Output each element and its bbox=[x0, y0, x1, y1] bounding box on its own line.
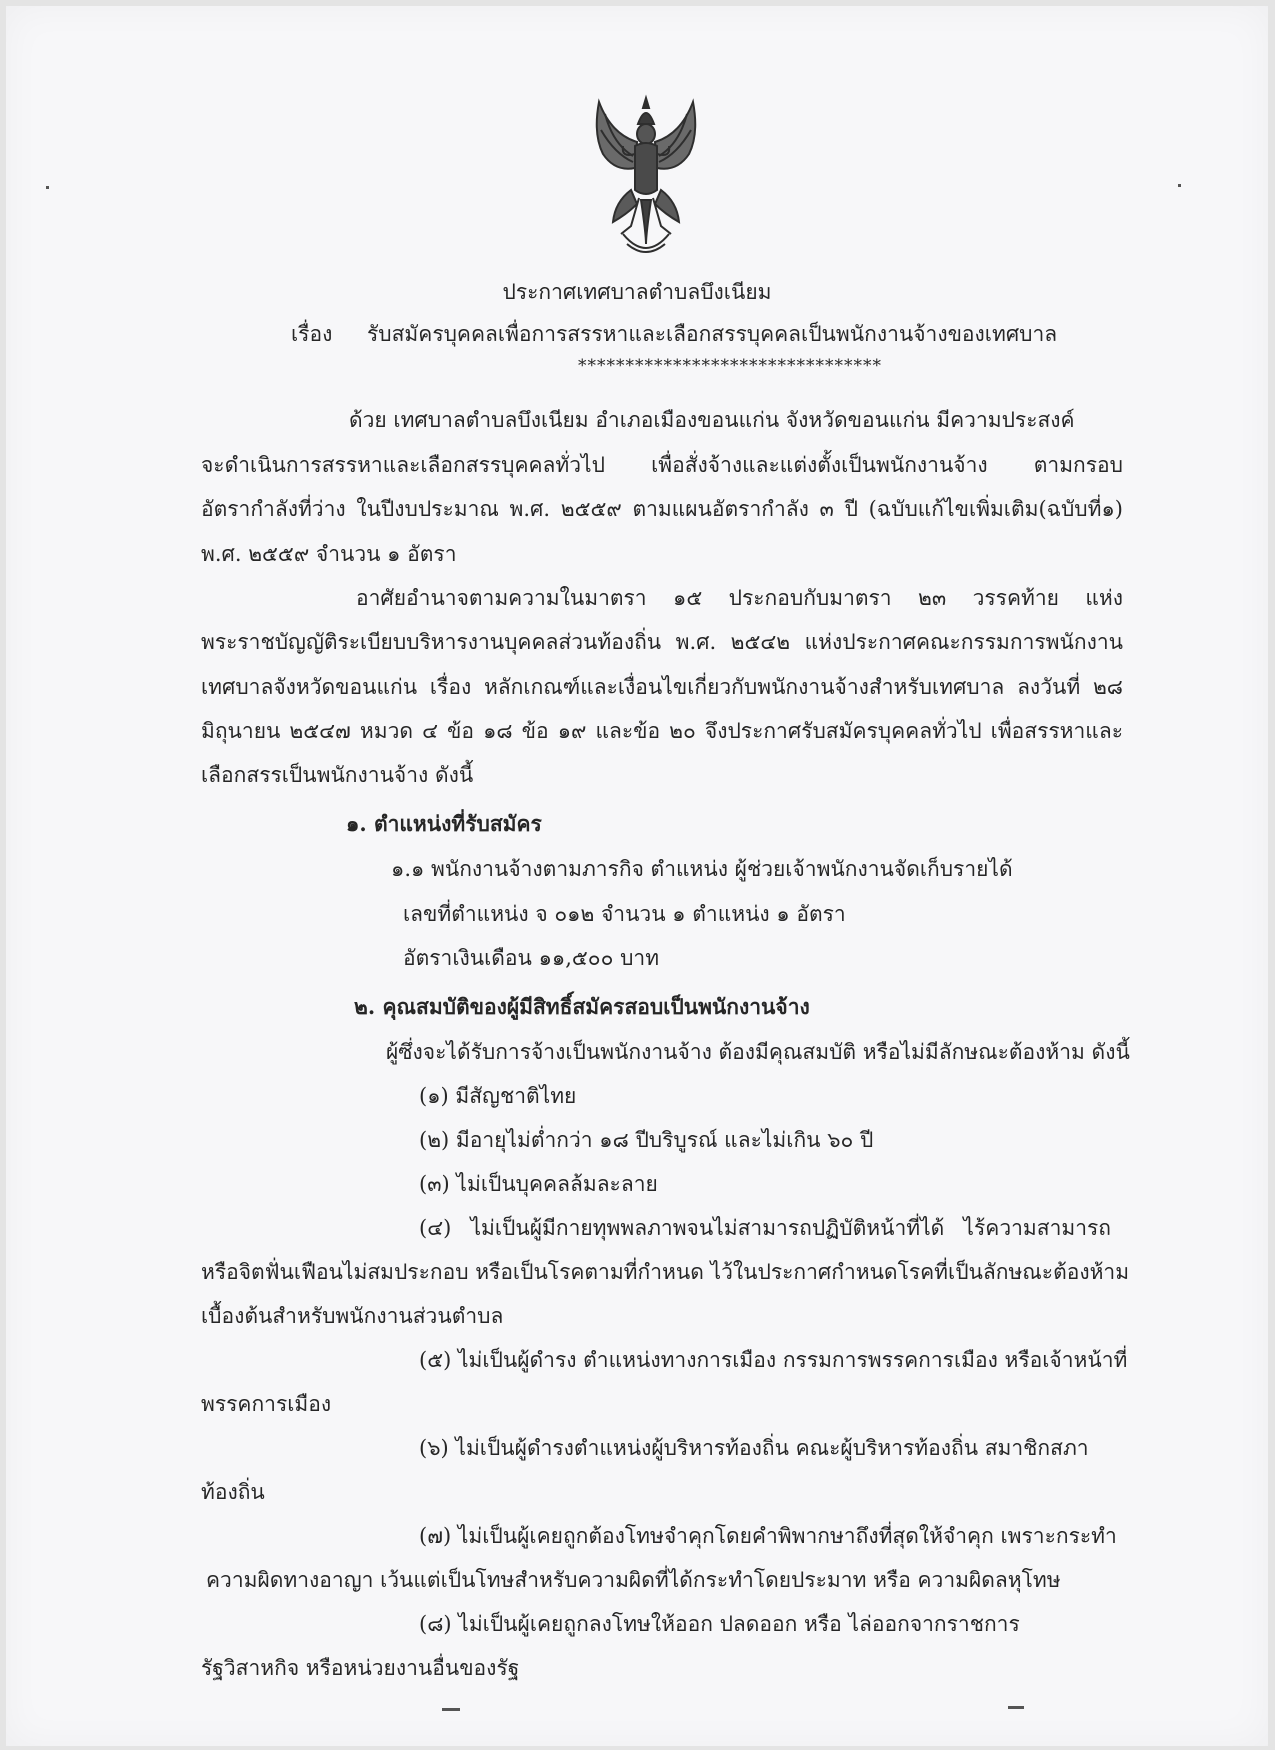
authority-line-4: มิถุนายน ๒๕๔๗ หมวด ๔ ข้อ ๑๘ ข้อ ๑๙ และข้อ ๒๐ จึงประกาศรับสมัครบุคคลทั่วไป เพื่อสรรหาและ bbox=[201, 719, 1123, 743]
qualification-item-8-line-2: รัฐวิสาหกิจ หรือหน่วยงานอื่นของรัฐ bbox=[201, 1656, 520, 1680]
qualification-item-4-line-1: (๔) ไม่เป็นผู้มีกายทุพพลภาพจนไม่สามารถปฏิบัติหน้าที่ได้ ไร้ความสามารถ bbox=[419, 1216, 1111, 1240]
qualification-item-7-line-2: ความผิดทางอาญา เว้นแต่เป็นโทษสำหรับความผิดที่ได้กระทำโดยประมาท หรือ ความผิดลหุโทษ bbox=[206, 1568, 1061, 1592]
garuda-emblem-icon bbox=[591, 94, 701, 264]
scan-speck bbox=[1178, 184, 1181, 187]
section-2-heading: ๒. คุณสมบัติของผู้มีสิทธิ์สมัครสอบเป็นพนักงานจ้าง bbox=[354, 994, 810, 1019]
qualification-item-4-line-2: หรือจิตฟั่นเฟือนไม่สมประกอบ หรือเป็นโรคตามที่กำหนด ไว้ในประกาศกำหนดโรคที่เป็นลักษณะต้องห้าม bbox=[201, 1260, 1130, 1284]
section-1-heading: ๑. ตำแหน่งที่รับสมัคร bbox=[346, 811, 542, 836]
intro-line-1: ด้วย เทศบาลตำบลบึงเนียม อำเภอเมืองขอนแก่น จังหวัดขอนแก่น มีความประสงค์ bbox=[349, 408, 1075, 432]
document-title: ประกาศเทศบาลตำบลบึงเนียม bbox=[502, 280, 772, 304]
qualification-item-5-line-1: (๕) ไม่เป็นผู้ดำรง ตำแหน่งทางการเมือง กรรมการพรรคการเมือง หรือเจ้าหน้าที่ bbox=[419, 1348, 1128, 1372]
qualification-item-6-line-1: (๖) ไม่เป็นผู้ดำรงตำแหน่งผู้บริหารท้องถิ่น คณะผู้บริหารท้องถิ่น สมาชิกสภา bbox=[419, 1436, 1089, 1460]
qualification-item-2: (๒) มีอายุไม่ต่ำกว่า ๑๘ ปีบริบูรณ์ และไม่เกิน ๖๐ ปี bbox=[419, 1128, 874, 1152]
separator-stars: ******************************** bbox=[578, 356, 882, 376]
intro-line-4: พ.ศ. ๒๕๕๙ จำนวน ๑ อัตรา bbox=[201, 542, 457, 566]
subject-label: เรื่อง bbox=[291, 322, 333, 346]
scan-speck bbox=[442, 1708, 460, 1711]
qualification-item-1: (๑) มีสัญชาติไทย bbox=[419, 1084, 577, 1108]
qualification-item-4-line-3: เบื้องต้นสำหรับพนักงานส่วนตำบล bbox=[201, 1304, 504, 1328]
authority-line-3: เทศบาลจังหวัดขอนแก่น เรื่อง หลักเกณฑ์และเงื่อนไขเกี่ยวกับพนักงานจ้างสำหรับเทศบาล ลงวันที่ ๒๘ bbox=[201, 675, 1123, 699]
qualification-item-8-line-1: (๘) ไม่เป็นผู้เคยถูกลงโทษให้ออก ปลดออก หรือ ไล่ออกจากราชการ bbox=[419, 1612, 1020, 1636]
document-page bbox=[6, 6, 1268, 1746]
position-line-2: เลขที่ตำแหน่ง จ ๐๑๒ จำนวน ๑ ตำแหน่ง ๑ อัตรา bbox=[403, 902, 846, 926]
scan-speck bbox=[46, 186, 49, 189]
subject-line bbox=[291, 318, 1057, 351]
qualification-item-6-line-2: ท้องถิ่น bbox=[201, 1480, 265, 1504]
position-line-3: อัตราเงินเดือน ๑๑,๕๐๐ บาท bbox=[403, 946, 660, 970]
qualification-item-5-line-2: พรรคการเมือง bbox=[201, 1392, 332, 1416]
scan-speck bbox=[1008, 1706, 1024, 1709]
authority-line-5: เลือกสรรเป็นพนักงานจ้าง ดังนี้ bbox=[201, 763, 474, 787]
qualification-item-7-line-1: (๗) ไม่เป็นผู้เคยถูกต้องโทษจำคุกโดยคำพิพากษาถึงที่สุดให้จำคุก เพราะกระทำ bbox=[419, 1524, 1117, 1548]
intro-line-3: อัตรากำลังที่ว่าง ในปีงบประมาณ พ.ศ. ๒๕๕๙ ตามแผนอัตรากำลัง ๓ ปี (ฉบับแก้ไขเพิ่มเติม(ฉบับที่๑) bbox=[201, 497, 1123, 521]
subject-text: รับสมัครบุคคลเพื่อการสรรหาและเลือกสรรบุคคลเป็นพนักงานจ้างของเทศบาล bbox=[367, 322, 1058, 346]
qualification-item-3: (๓) ไม่เป็นบุคคลล้มละลาย bbox=[419, 1172, 658, 1196]
qualification-intro: ผู้ซึ่งจะได้รับการจ้างเป็นพนักงานจ้าง ต้องมีคุณสมบัติ หรือไม่มีลักษณะต้องห้าม ดังนี้ bbox=[386, 1040, 1130, 1064]
authority-line-2: พระราชบัญญัติระเบียบบริหารงานบุคคลส่วนท้องถิ่น พ.ศ. ๒๕๔๒ แห่งประกาศคณะกรรมการพนักงาน bbox=[201, 630, 1123, 654]
position-line-1: ๑.๑ พนักงานจ้างตามภารกิจ ตำแหน่ง ผู้ช่วยเจ้าพนักงานจัดเก็บรายได้ bbox=[391, 857, 1013, 881]
intro-line-2: จะดำเนินการสรรหาและเลือกสรรบุคคลทั่วไป เพื่อสั่งจ้างและแต่งตั้งเป็นพนักงานจ้าง ตามกรอบ bbox=[201, 453, 1123, 477]
authority-line-1: อาศัยอำนาจตามความในมาตรา ๑๕ ประกอบกับมาตรา ๒๓ วรรคท้าย แห่ง bbox=[356, 586, 1123, 610]
